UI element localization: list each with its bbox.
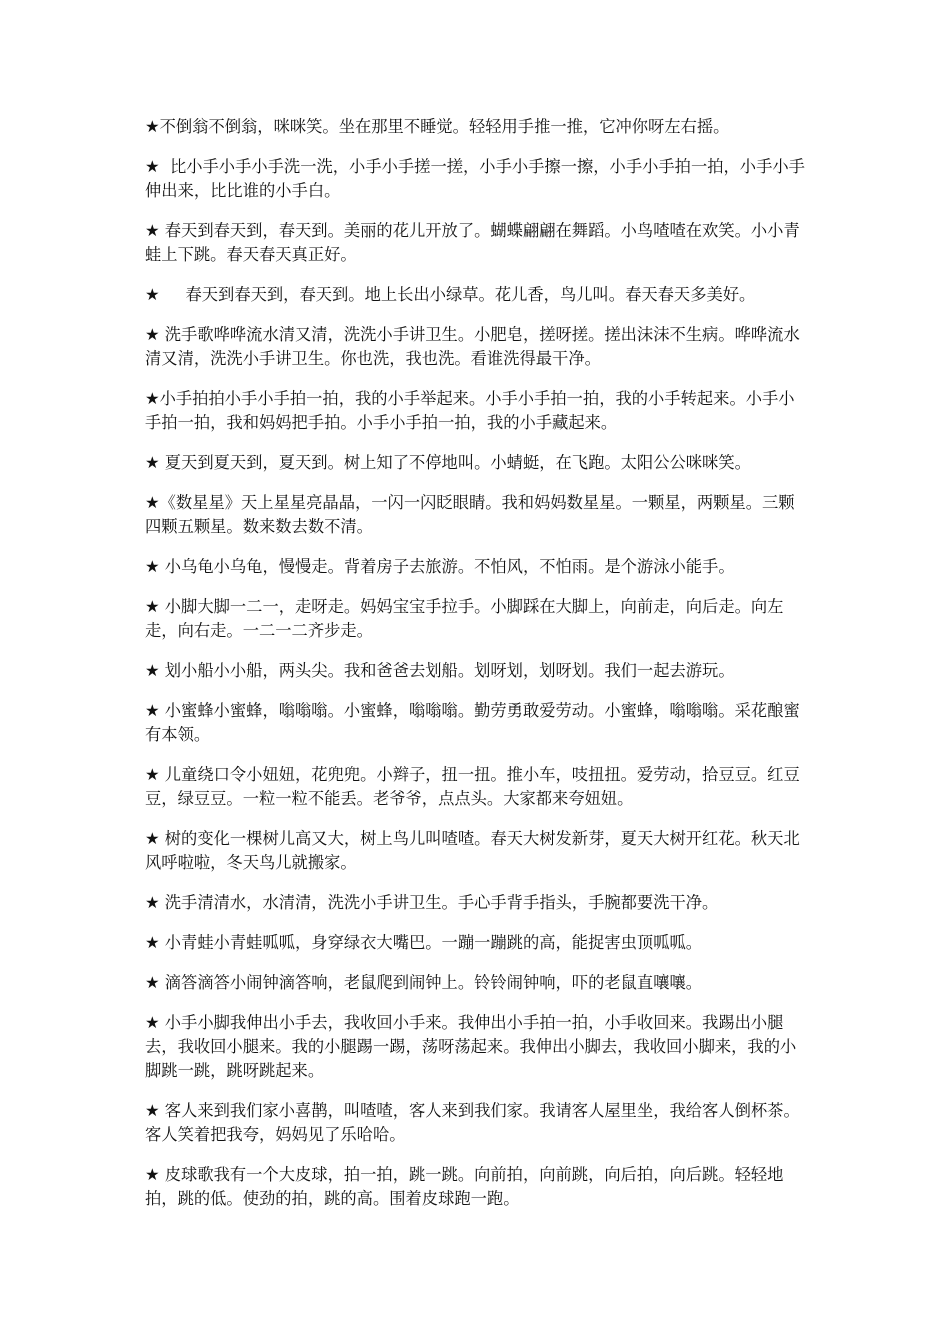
paragraph: ★ 皮球歌我有一个大皮球，拍一拍，跳一跳。向前拍，向前跳，向后拍，向后跳。轻轻地拍，跳的低。使劲的拍，跳的高。围着皮球跑一跑。 (145, 1165, 784, 1208)
paragraph: ★ 小乌龟小乌龟，慢慢走。背着房子去旅游。不怕风，不怕雨。是个游泳小能手。 (145, 557, 735, 576)
paragraph: ★ 春天到春天到，春天到。美丽的花儿开放了。蝴蝶翩翩在舞蹈。小鸟喳喳在欢笑。小小青蛙上下跳。春天春天真正好。 (145, 221, 800, 264)
paragraph: ★ 夏天到夏天到，夏天到。树上知了不停地叫。小蜻蜓，在飞跑。太阳公公咪咪笑。 (145, 453, 751, 472)
paragraph: ★ 小脚大脚一二一，走呀走。妈妈宝宝手拉手。小脚踩在大脚上，向前走，向后走。向左走，向右走。一二一二齐步走。 (145, 597, 784, 640)
paragraph: ★ 比小手小手小手洗一洗，小手小手搓一搓，小手小手擦一擦，小手小手拍一拍，小手小手伸出来，比比谁的小手白。 (145, 157, 805, 200)
paragraph: ★ 春天到春天到，春天到。地上长出小绿草。花儿香，鸟儿叫。春天春天多美好。 (145, 285, 756, 304)
paragraph: ★小手拍拍小手小手拍一拍，我的小手举起来。小手小手拍一拍，我的小手转起来。小手小手拍一拍，我和妈妈把手拍。小手小手拍一拍，我的小手藏起来。 (145, 389, 795, 432)
paragraph: ★ 树的变化一棵树儿高又大，树上鸟儿叫喳喳。春天大树发新芽，夏天大树开红花。秋天北风呼啦啦，冬天鸟儿就搬家。 (145, 829, 800, 872)
paragraph: ★ 儿童绕口令小妞妞，花兜兜。小辫子，扭一扭。推小车，吱扭扭。爱劳动，拾豆豆。红豆豆，绿豆豆。一粒一粒不能丢。老爷爷，点点头。大家都来夸妞妞。 (145, 765, 800, 808)
paragraph: ★ 小青蛙小青蛙呱呱，身穿绿衣大嘴巴。一蹦一蹦跳的高，能捉害虫顶呱呱。 (145, 933, 703, 952)
paragraph: ★ 小蜜蜂小蜜蜂，嗡嗡嗡。小蜜蜂，嗡嗡嗡。勤劳勇敢爱劳动。小蜜蜂，嗡嗡嗡。采花酿蜜有本领。 (145, 701, 800, 744)
paragraph: ★ 洗手清清水，水清清，洗洗小手讲卫生。手心手背手指头，手腕都要洗干净。 (145, 893, 719, 912)
paragraph: ★ 划小船小小船，两头尖。我和爸爸去划船。划呀划，划呀划。我们一起去游玩。 (145, 661, 735, 680)
paragraph: ★ 滴答滴答小闹钟滴答响，老鼠爬到闹钟上。铃铃闹钟响，吓的老鼠直嚷嚷。 (145, 973, 703, 992)
paragraph: ★ 洗手歌哗哗流水清又清，洗洗小手讲卫生。小肥皂，搓呀搓。搓出沫沫不生病。哗哗流水清又清，洗洗小手讲卫生。你也洗，我也洗。看谁洗得最干净。 (145, 325, 800, 368)
document-body (145, 115, 810, 1227)
paragraph: ★不倒翁不倒翁，咪咪笑。坐在那里不睡觉。轻轻用手推一推，它冲你呀左右摇。 (145, 117, 730, 136)
paragraph: ★ 小手小脚我伸出小手去，我收回小手来。我伸出小手拍一拍，小手收回来。我踢出小腿去，我收回小腿来。我的小腿踢一踢，荡呀荡起来。我伸出小脚去，我收回小脚来，我的小脚跳一跳，跳呀跳起来。 (145, 1013, 797, 1080)
paragraph: ★ 客人来到我们家小喜鹊，叫喳喳，客人来到我们家。我请客人屋里坐，我给客人倒杯茶。客人笑着把我夸，妈妈见了乐哈哈。 (145, 1101, 800, 1144)
paragraph: ★《数星星》天上星星亮晶晶，一闪一闪眨眼睛。我和妈妈数星星。一颗星，两颗星。三颗四颗五颗星。数来数去数不清。 (145, 493, 795, 536)
